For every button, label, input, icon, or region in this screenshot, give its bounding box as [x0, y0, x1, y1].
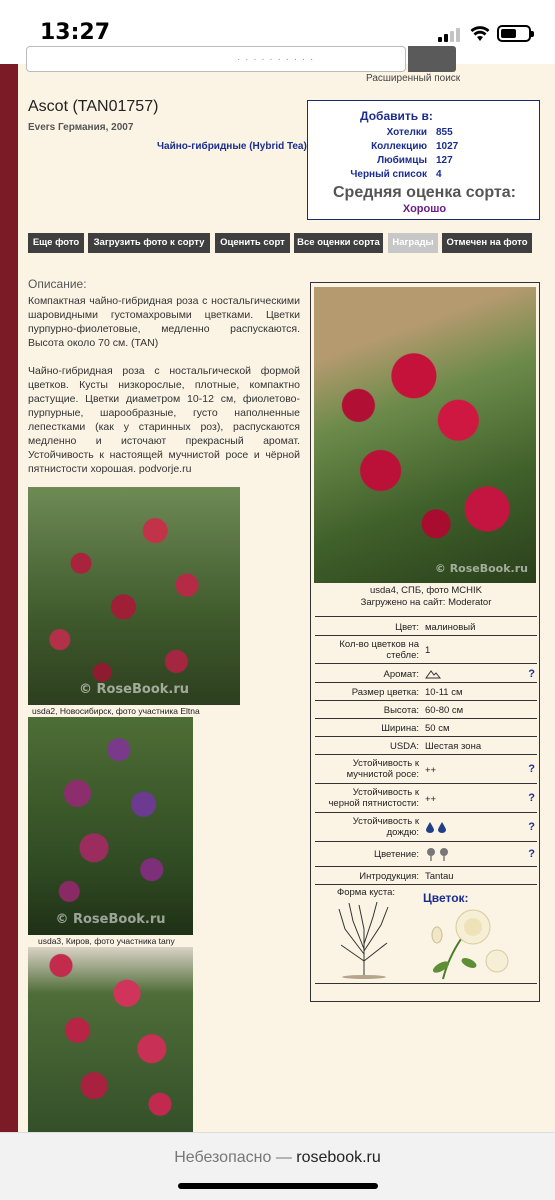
property-color: Цвет: малиновый [315, 616, 537, 635]
average-rating-label: Средняя оценка сорта: [333, 184, 516, 201]
property-powdery-mildew: Устойчивость к мучнистой росе: ++ ? [315, 754, 537, 783]
property-flower-size: Размер цветка: 10-11 см [315, 682, 537, 700]
bush-shape-illustration [333, 899, 395, 979]
rose-details-panel [310, 282, 540, 1002]
tab-all-ratings[interactable]: Все оценки сорта [294, 233, 383, 253]
rose-photo-2[interactable]: © RoseBook.ru [28, 717, 193, 935]
main-rose-photo[interactable]: © RoseBook.ru [314, 287, 536, 583]
insecure-label: Небезопасно — [174, 1149, 292, 1166]
flower-illustration [423, 907, 513, 981]
property-rain-resistance: Устойчивость к дождю: ? [315, 812, 537, 841]
main-photo-caption: usda4, СПБ, фото MCHIK [369, 585, 483, 596]
mildew-help-icon[interactable]: ? [528, 763, 535, 775]
search-button[interactable] [408, 46, 456, 72]
photo-caption-2: usda3, Киров, фото участника tany [38, 936, 175, 946]
page-title: Ascot (TAN01757) [28, 98, 159, 115]
photo-caption-1: usda2, Новосибирск, фото участника Eltna [32, 706, 200, 716]
description-text-2: Чайно-гибридная роза с ностальгической формой цветков. Кусты низкорослые, плотные, компактно растущие. Цветки диаметром 10-12 см, фиолетово-пурпурные, шарообразные, густо наполненные лепестками (как у старинных роз), распускаются медленно и источают прекрасный аромат. Устойчивость к настоящей мучнистой росе и чёрной пятнистости хорошая. podvorje.ru [28, 365, 300, 475]
property-blooming: Цветение: ? [315, 841, 537, 866]
battery-icon [497, 25, 531, 42]
rain-help-icon[interactable]: ? [528, 821, 535, 833]
tab-more-photos[interactable]: Еще фото [28, 233, 84, 253]
add-blacklist-link[interactable]: Черный список 4 [350, 169, 442, 180]
breeder-info: Evers Германия, 2007 [28, 122, 134, 133]
property-flowers-per-stem: Кол-во цветков на стебле: 1 [315, 635, 537, 663]
add-wishlist-link[interactable]: Хотелки 855 [386, 127, 453, 138]
cellular-signal-icon [438, 26, 464, 42]
rain-drops-icon [425, 821, 449, 833]
home-indicator[interactable] [178, 1183, 378, 1189]
left-sidebar-strip [0, 64, 18, 1132]
description-text-1: Компактная чайно-гибридная роза с ностальгическими шаровидными густомахровыми цветками. Цветки пурпурно-фиолетовые, медленно распускаются. Высота около 70 см. (TAN) [28, 295, 300, 349]
description-title: Описание: [28, 277, 87, 291]
fragrance-icon [425, 669, 441, 679]
add-to-panel [307, 100, 540, 220]
blooming-help-icon[interactable]: ? [528, 848, 535, 860]
page-content [0, 54, 555, 1132]
wifi-icon [470, 24, 490, 42]
property-black-spot: Устойчивость к черной пятнистости: ++ ? [315, 783, 537, 812]
shape-section [315, 884, 537, 984]
add-favorites-link[interactable]: Любимцы 127 [377, 155, 453, 166]
property-fragrance: Аромат: ? [315, 663, 537, 682]
address-text[interactable] [0, 1149, 555, 1167]
tab-awards[interactable]: Награды [388, 233, 438, 253]
average-rating-value: Хорошо [402, 203, 447, 215]
bush-shape-label: Форма куста: [337, 887, 396, 898]
search-input[interactable]: · · · · · · · · · · [26, 46, 406, 72]
fragrance-help-icon[interactable]: ? [528, 668, 535, 680]
rose-class-link[interactable]: Чайно-гибридные (Hybrid Tea) [157, 141, 307, 152]
flower-label: Цветок: [423, 891, 469, 905]
property-usda: USDA: Шестая зона [315, 736, 537, 754]
blackspot-help-icon[interactable]: ? [528, 792, 535, 804]
property-introduction: Интродукция: Tantau [315, 866, 537, 884]
blooming-icon [425, 847, 451, 861]
tab-tagged-photos[interactable]: Отмечен на фото [442, 233, 532, 253]
property-width: Ширина: 50 см [315, 718, 537, 736]
rose-photo-1[interactable]: © RoseBook.ru [28, 487, 240, 705]
tab-upload-photo[interactable]: Загрузить фото к сорту [88, 233, 210, 253]
clock: 13:27 [40, 20, 111, 45]
add-collection-link[interactable]: Коллекцию 1027 [371, 141, 459, 152]
domain-label: rosebook.ru [296, 1149, 381, 1166]
rose-photo-3[interactable] [28, 947, 193, 1132]
main-photo-uploader: Загружено на сайт: Moderator [360, 597, 492, 608]
tab-rate-variety[interactable]: Оценить сорт [215, 233, 290, 253]
browser-address-bar[interactable] [0, 1132, 555, 1200]
advanced-search-link[interactable]: Расширенный поиск [366, 73, 461, 84]
add-to-header: Добавить в: [360, 109, 433, 123]
property-height: Высота: 60-80 см [315, 700, 537, 718]
